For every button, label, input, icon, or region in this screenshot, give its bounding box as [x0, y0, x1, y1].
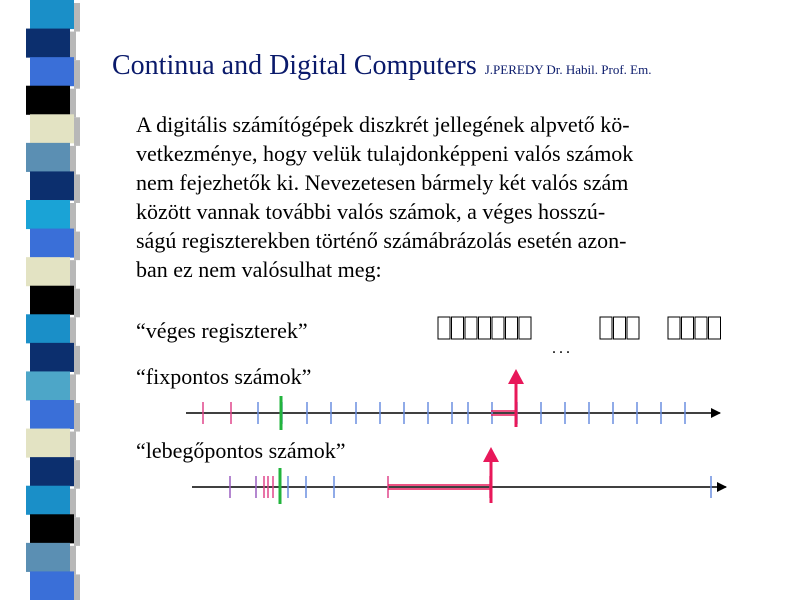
register-cell [600, 317, 612, 339]
register-cell [506, 317, 518, 339]
title-author: J.PEREDY Dr. Habil. Prof. Em. [484, 62, 652, 77]
body-line: ságú regiszterekben történő számábrázolás esetén azon- [136, 228, 627, 253]
register-group-1 [438, 317, 531, 339]
body-line: nem fejezhetők ki. Nevezetesen bármely két valós szám [136, 170, 629, 195]
body-line: A digitális számítógépek diszkrét jellegének alpvető kö- [136, 112, 630, 137]
register-cell [519, 317, 531, 339]
title-main: Continua and Digital Computers [112, 50, 477, 81]
label-fixed-point: “fixpontos számok” [136, 364, 312, 389]
register-group-2 [600, 317, 639, 339]
floating-point-axis [192, 447, 726, 504]
label-floating-point: “lebegőpontos számok” [136, 438, 346, 463]
register-boxes [438, 317, 721, 339]
register-cell [492, 317, 504, 339]
register-cell [438, 317, 450, 339]
body-line: ban ez nem valósulhat meg: [136, 257, 382, 282]
register-cell [627, 317, 639, 339]
float-red-arrow-head [483, 447, 499, 462]
ellipsis: ... [552, 340, 573, 357]
register-cell [614, 317, 626, 339]
register-cell [668, 317, 680, 339]
fixed-red-arrow-head [508, 369, 524, 384]
label-registers: “véges regiszterek” [136, 318, 308, 343]
register-group-3 [668, 317, 721, 339]
register-cell [709, 317, 721, 339]
fixed-point-axis [186, 369, 720, 430]
register-cell [695, 317, 707, 339]
register-cell [479, 317, 491, 339]
body-line: vetkezménye, hogy velük tulajdonképpeni valós számok [136, 141, 634, 166]
register-cell [452, 317, 464, 339]
register-cell [682, 317, 694, 339]
body-line: között vannak további valós számok, a véges hosszú- [136, 199, 606, 224]
register-cell [465, 317, 477, 339]
